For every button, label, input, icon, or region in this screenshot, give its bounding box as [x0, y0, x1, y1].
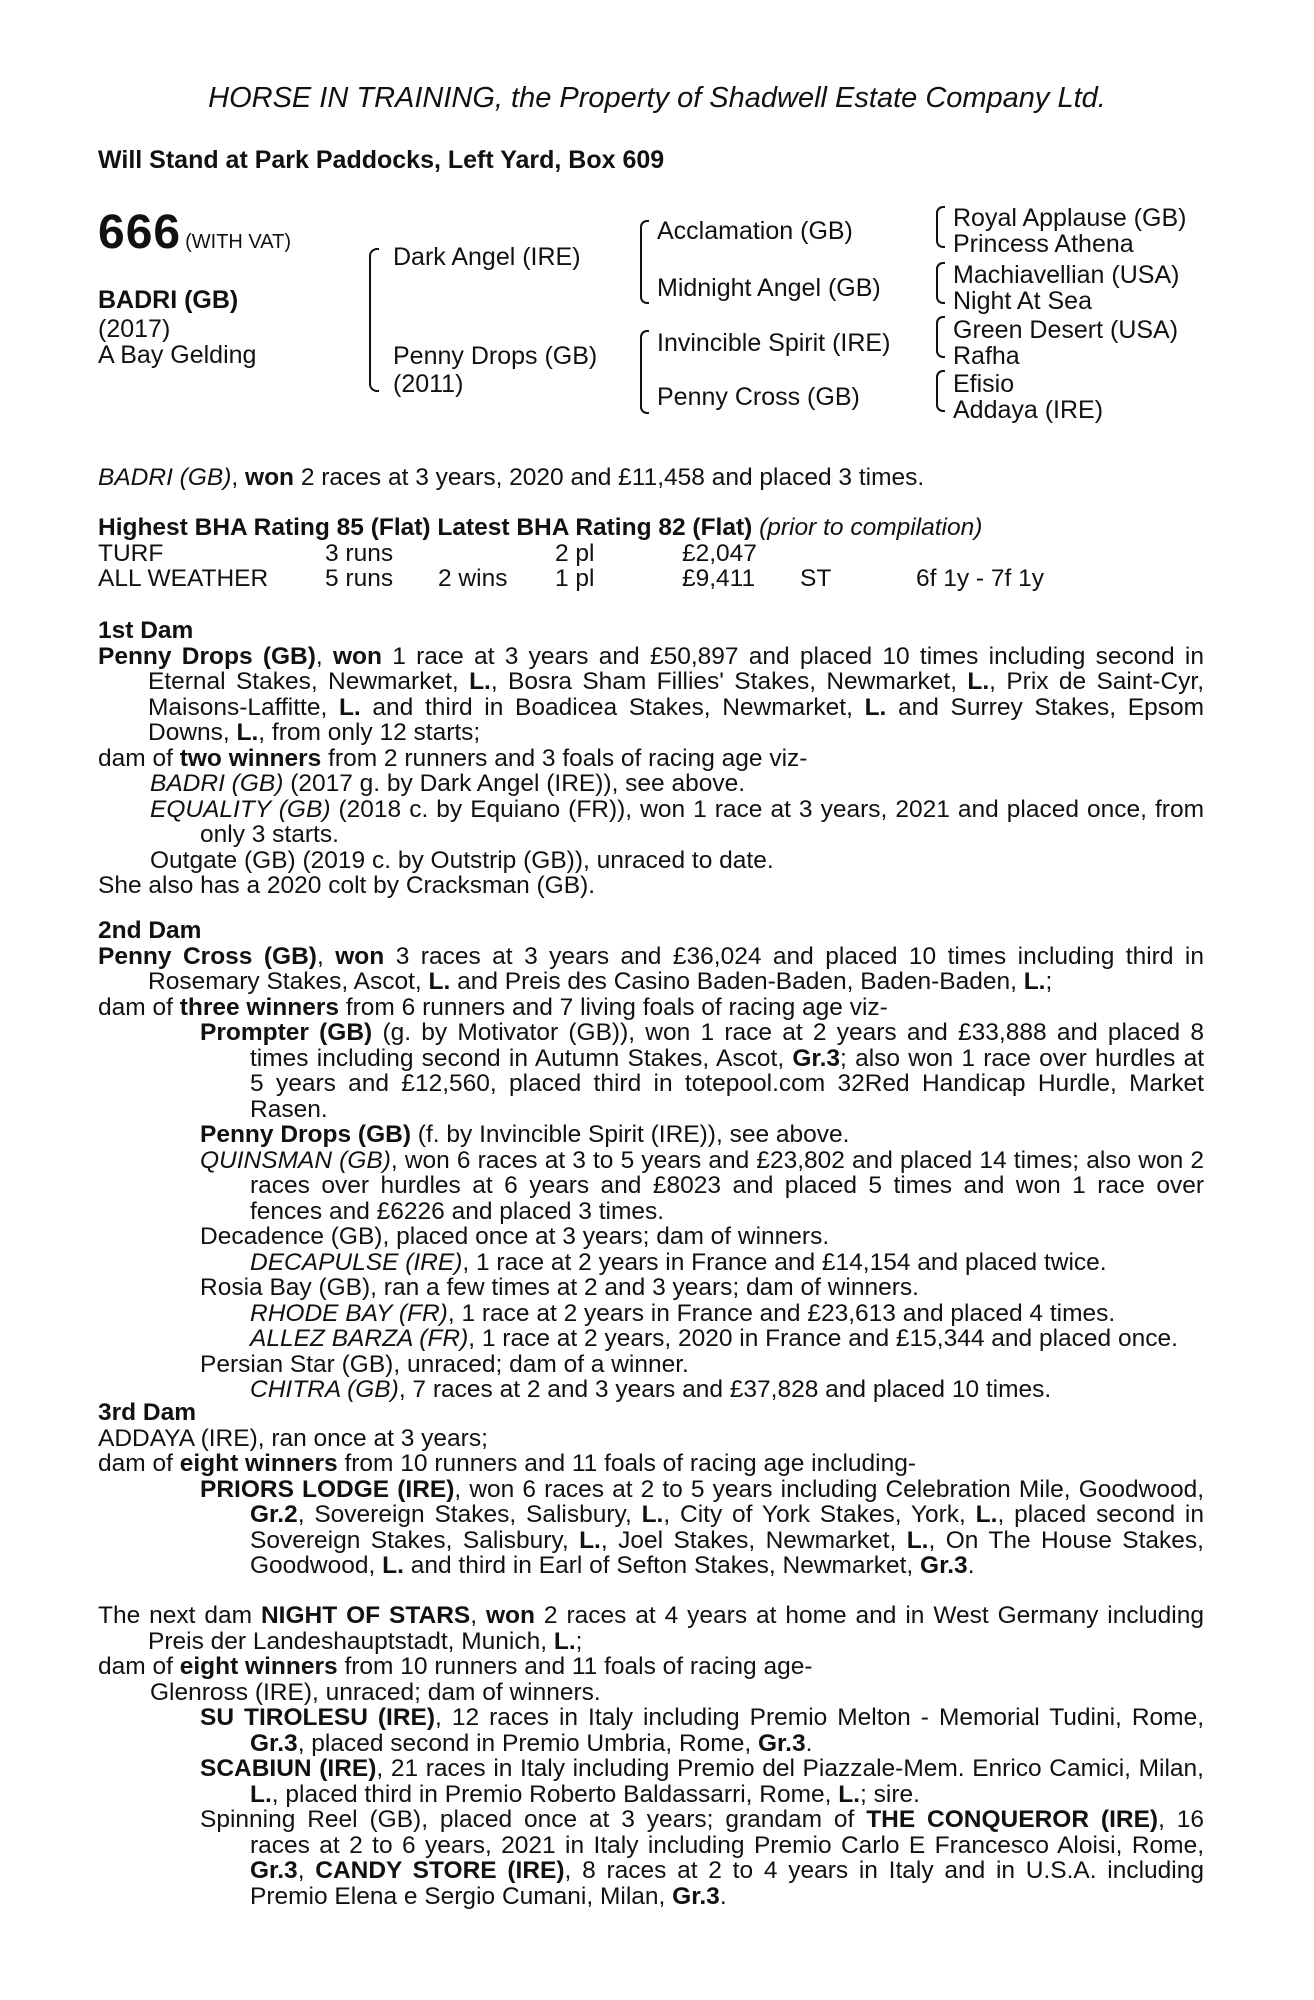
- progeny-text: (f. by Invincible Spirit (IRE)), see above.: [411, 1121, 850, 1148]
- progeny-penny-drops: [98, 1122, 1204, 1148]
- first-dam-text: , Prix de Saint-Cyr, Maisons-Laffitte,: [148, 668, 1205, 721]
- damof-text: from 10 runners and 11 foals of racing age-: [337, 1653, 813, 1680]
- progeny-priors-lodge: [98, 1477, 1204, 1579]
- pedigree-sdd: Night At Sea: [953, 287, 1092, 315]
- race-summary-block: [98, 465, 1204, 491]
- listed-mark: L.: [428, 968, 451, 995]
- pedigree-brace-dd: [936, 370, 945, 412]
- winners-count: eight winners: [179, 1450, 338, 1477]
- next-dam-text: 2 races at 4 years at home and in West Germany including Preis der Landeshauptstadt, Munich,: [148, 1602, 1204, 1655]
- next-dam-text: The next dam: [98, 1602, 261, 1629]
- stand-location: Will Stand at Park Paddocks, Left Yard, Box 609: [98, 146, 665, 174]
- pedigree-sds: Machiavellian (USA): [953, 261, 1180, 289]
- aw-distance: 6f 1y - 7f 1y: [916, 565, 1045, 592]
- progeny-text: and third in Earl of Sefton Stakes, Newmarket,: [403, 1552, 921, 1579]
- damof-text: dam of: [98, 1450, 180, 1477]
- grandprogeny-decapulse: [98, 1250, 1204, 1276]
- progeny-name: ALLEZ BARZA (FR): [250, 1325, 469, 1352]
- first-dam-text: , Bosra Sham Fillies' Stakes, Newmarket,: [490, 668, 968, 695]
- progeny-name: SCABIUN (IRE): [200, 1755, 377, 1782]
- turf-money: £2,047: [682, 539, 757, 567]
- listed-mark: L.: [967, 668, 990, 695]
- pedigree-brace-gen1: [369, 248, 379, 392]
- next-dam-won: won: [485, 1602, 535, 1629]
- lot-number-value: 666: [98, 206, 182, 259]
- group-mark: Gr.3: [920, 1552, 968, 1579]
- grandprogeny-allez-barza: [98, 1326, 1204, 1352]
- grandprogeny-su-tirolesu: [98, 1705, 1204, 1756]
- progeny-name: BADRI (GB): [150, 770, 284, 797]
- progeny-text: ; also won 1 race over hurdles at 5 years and £12,560, placed third in totepool.com 32Red Handicap Hurdle, Market Rasen.: [250, 1044, 1204, 1123]
- damof-text: from 2 runners and 3 foals of racing age viz-: [321, 744, 808, 772]
- group-mark: Gr.3: [792, 1044, 841, 1072]
- second-dam-record: Penny Cross (GB), won 3 races at 3 years and £36,024 and placed 10 times including third in Rosemary Stakes, Ascot, L. and Preis des Casino Baden-Baden, Baden-Baden, L.;: [98, 942, 1204, 995]
- bha-rating-text: Highest BHA Rating 85 (Flat) Latest BHA Rating 82 (Flat): [98, 514, 753, 541]
- progeny-text: , Joel Stakes, Newmarket,: [600, 1526, 907, 1554]
- pedigree-brace-ss: [936, 206, 945, 248]
- pedigree-dss: Green Desert (USA): [953, 316, 1179, 344]
- listed-mark: L.: [553, 1627, 576, 1655]
- first-dam-produce-summary: [98, 746, 1204, 772]
- progeny-name: QUINSMAN (GB): [200, 1146, 391, 1174]
- third-dam-record: ADDAYA (IRE), ran once at 3 years;: [98, 1424, 488, 1452]
- first-dam-section: [98, 618, 1204, 899]
- pedigree-ssd: Princess Athena: [953, 230, 1134, 258]
- aw-surface: ALL WEATHER: [98, 565, 269, 592]
- next-dam-produce-summary: [98, 1654, 1204, 1680]
- progeny-text: .: [967, 1552, 975, 1579]
- group-mark: Gr.3: [757, 1729, 806, 1757]
- third-dam-produce-summary: [98, 1451, 1204, 1477]
- progeny-text: , On The House Stakes, Goodwood,: [250, 1526, 1204, 1579]
- group-mark: Gr.2: [250, 1501, 298, 1528]
- group-mark: Gr.3: [250, 1857, 298, 1884]
- second-dam-won: won: [335, 942, 385, 970]
- turf-surface: TURF: [98, 539, 164, 567]
- pedigree-brace-dam: [640, 330, 649, 414]
- progeny-prompter: [98, 1020, 1204, 1122]
- progeny-name: SU TIROLESU (IRE): [200, 1704, 436, 1731]
- progeny-name: PRIORS LODGE (IRE): [200, 1475, 455, 1503]
- second-dam-text: and Preis des Casino Baden-Baden, Baden-Baden,: [450, 968, 1024, 995]
- next-dam-name: NIGHT OF STARS: [260, 1602, 471, 1629]
- pedigree-sd: Midnight Angel (GB): [657, 274, 881, 302]
- listed-mark: L.: [579, 1526, 601, 1554]
- progeny-text: Spinning Reel (GB), placed once at 3 years; grandam of: [200, 1806, 867, 1833]
- listed-mark: L.: [641, 1501, 664, 1528]
- listed-mark: L.: [469, 668, 491, 695]
- progeny-text: , 7 races at 2 and 3 years and £37,828 and placed 10 times.: [398, 1376, 1052, 1403]
- progeny-text: , City of York Stakes, York,: [663, 1501, 976, 1528]
- progeny-name: RHODE BAY (FR): [250, 1299, 448, 1327]
- winners-count: eight winners: [179, 1653, 338, 1680]
- progeny-text: , Sovereign Stakes, Salisbury,: [297, 1501, 642, 1528]
- summary-text: 2 races at 3 years, 2020 and £11,458 and placed 3 times.: [294, 464, 925, 491]
- listed-mark: L.: [338, 693, 361, 721]
- second-dam-section: [98, 918, 1204, 1403]
- winners-count: two winners: [179, 744, 322, 772]
- next-dam-text: ;: [575, 1627, 583, 1655]
- progeny-text: , placed third in Premio Roberto Baldassarri, Rome,: [271, 1780, 839, 1808]
- summary-horse-name: BADRI (GB): [98, 464, 232, 491]
- horse-year: (2017): [98, 315, 171, 343]
- summary-won: won: [245, 464, 295, 491]
- second-dam-produce-summary: [98, 995, 1204, 1021]
- first-dam-text: and Surrey Stakes, Epsom Downs,: [148, 693, 1204, 746]
- progeny-text: (2018 c. by Equiano (FR)), won 1 race at 3 years, 2021 and placed once, from only 3 starts.: [200, 795, 1204, 848]
- grandprogeny-scabiun: [98, 1756, 1204, 1807]
- progeny-name: Prompter (GB): [200, 1019, 373, 1046]
- listed-mark: L.: [864, 693, 887, 721]
- turf-runs: 3 runs: [325, 539, 394, 567]
- first-dam-name: Penny Drops (GB): [98, 642, 316, 670]
- listed-mark: L.: [975, 1501, 998, 1528]
- turf-placed: 2 pl: [555, 539, 595, 567]
- pedigree-brace-sd: [936, 262, 945, 304]
- progeny-text: .: [805, 1729, 813, 1757]
- progeny-name: CANDY STORE (IRE): [315, 1857, 565, 1884]
- aw-code: ST: [800, 565, 832, 592]
- progeny-name: CHITRA (GB): [250, 1376, 399, 1403]
- pedigree-dds: Efisio: [953, 370, 1015, 398]
- progeny-text: ; sire.: [860, 1780, 920, 1808]
- pedigree-dam-year: (2011): [393, 370, 464, 398]
- horse-description: A Bay Gelding: [98, 341, 257, 369]
- first-dam-text: and third in Boadicea Stakes, Newmarket,: [360, 693, 865, 721]
- pedigree-ds: Invincible Spirit (IRE): [657, 329, 891, 357]
- bha-rating: [98, 515, 1204, 541]
- progeny-text: , 8 races at 2 to 4 years in Italy and in U.S.A. including Premio Elena e Sergio Cumani, Milan,: [250, 1857, 1205, 1910]
- aw-wins: 2 wins: [438, 565, 508, 592]
- next-dam-record: The next dam NIGHT OF STARS, won 2 races at 4 years at home and in West Germany including Preis der Landeshauptstadt, Munich, L.;: [98, 1602, 1204, 1655]
- next-dam-section: [98, 1603, 1204, 1909]
- pedigree-dsd: Rafha: [953, 342, 1020, 370]
- grandprogeny-spinning-reel: [98, 1807, 1204, 1909]
- vat-label: (WITH VAT): [185, 231, 291, 253]
- pedigree-sss: Royal Applause (GB): [953, 204, 1187, 232]
- third-dam-heading: 3rd Dam: [98, 1399, 197, 1426]
- progeny-text: , won 6 races at 2 to 5 years including Celebration Mile, Goodwood,: [454, 1475, 1205, 1503]
- second-dam-text: ;: [1045, 968, 1053, 995]
- pedigree-ss: Acclamation (GB): [657, 217, 853, 245]
- damof-text: from 10 runners and 11 foals of racing age including-: [337, 1450, 916, 1477]
- bha-rating-note: (prior to compilation): [759, 514, 983, 541]
- record-turf: [98, 541, 1204, 567]
- progeny-decadence: Decadence (GB), placed once at 3 years; dam of winners.: [200, 1223, 830, 1250]
- damof-text: dam of: [98, 744, 180, 772]
- listed-mark: L.: [236, 719, 259, 746]
- progeny-text: , 21 races in Italy including Premio del Piazzale-Mem. Enrico Camici, Milan,: [376, 1755, 1204, 1782]
- third-dam-section: [98, 1400, 1204, 1579]
- progeny-text: , placed second in Premio Umbria, Rome,: [297, 1729, 758, 1757]
- progeny-outgate: Outgate (GB) (2019 c. by Outstrip (GB)), unraced to date.: [150, 846, 774, 874]
- pedigree-ddd: Addaya (IRE): [953, 396, 1104, 424]
- damof-text: dam of: [98, 1653, 180, 1680]
- progeny-text: , 12 races in Italy including Premio Melton - Memorial Tudini, Rome,: [435, 1704, 1205, 1731]
- grandprogeny-rhode-bay: [98, 1301, 1204, 1327]
- first-dam-also: She also has a 2020 colt by Cracksman (GB).: [98, 872, 596, 899]
- listed-mark: L.: [838, 1780, 861, 1808]
- progeny-text: , 1 race at 2 years in France and £14,154 and placed twice.: [462, 1248, 1107, 1276]
- progeny-glenross: Glenross (IRE), unraced; dam of winners.: [150, 1678, 601, 1706]
- progeny-text: , 1 race at 2 years, 2020 in France and £15,344 and placed once.: [468, 1325, 1178, 1352]
- aw-runs: 5 runs: [325, 565, 394, 592]
- progeny-quinsman: [98, 1148, 1204, 1225]
- second-dam-heading: 2nd Dam: [98, 917, 202, 944]
- second-dam-name: Penny Cross (GB): [98, 942, 317, 970]
- record-all-weather: [98, 566, 1204, 592]
- first-dam-text: 1 race at 3 years and £50,897 and placed 10 times including second in Eternal Stakes, Newmarket,: [148, 642, 1204, 695]
- pedigree-sire: Dark Angel (IRE): [393, 243, 581, 271]
- second-dam-text: 3 races at 3 years and £36,024 and placed 10 times including third in Rosemary Stakes, Ascot,: [148, 942, 1204, 995]
- damof-text: from 6 runners and 7 living foals of racing age viz-: [339, 993, 888, 1021]
- first-dam-heading: 1st Dam: [98, 617, 194, 644]
- rating-block: [98, 515, 1204, 592]
- progeny-equality: [98, 797, 1204, 848]
- listed-mark: L.: [382, 1552, 404, 1579]
- pedigree-dd: Penny Cross (GB): [657, 383, 860, 411]
- damof-text: dam of: [98, 993, 180, 1021]
- page-title: HORSE IN TRAINING, the Property of Shadwell Estate Company Ltd.: [208, 82, 1106, 114]
- group-mark: Gr.3: [672, 1882, 720, 1910]
- listed-mark: L.: [906, 1526, 929, 1554]
- progeny-text: , placed second in Sovereign Stakes, Salisbury,: [250, 1501, 1204, 1554]
- progeny-text: , 16 races at 2 to 6 years, 2021 in Italy including Premio Carlo E Francesco Aloisi, Rome,: [250, 1806, 1204, 1859]
- lot-number: [98, 205, 291, 260]
- progeny-name: THE CONQUEROR (IRE): [866, 1806, 1159, 1833]
- winners-count: three winners: [179, 993, 340, 1021]
- progeny-text: , won 6 races at 3 to 5 years and £23,802 and placed 14 times; also won 2 races over hurdles at 6 years and £8023 and placed 5 times and won 1 race over fences and £6226 and placed 3 times.: [250, 1146, 1205, 1225]
- progeny-name: EQUALITY (GB): [150, 795, 331, 823]
- progeny-text: (2017 g. by Dark Angel (IRE)), see above.: [283, 770, 746, 797]
- pedigree-brace-sire: [640, 220, 649, 304]
- first-dam-won: won: [332, 642, 382, 670]
- horse-name: BADRI (GB): [98, 286, 239, 314]
- pedigree-brace-ds: [936, 316, 945, 358]
- listed-mark: L.: [1023, 968, 1046, 995]
- aw-placed: 1 pl: [555, 565, 595, 592]
- progeny-text: , 1 race at 2 years in France and £23,613 and placed 4 times.: [447, 1299, 1116, 1327]
- aw-money: £9,411: [682, 565, 756, 592]
- progeny-badri: [98, 771, 1204, 797]
- race-summary: BADRI (GB), won 2 races at 3 years, 2020 and £11,458 and placed 3 times.: [98, 464, 925, 491]
- progeny-rosia-bay: Rosia Bay (GB), ran a few times at 2 and 3 years; dam of winners.: [200, 1274, 919, 1301]
- group-mark: Gr.3: [250, 1729, 298, 1757]
- grandprogeny-chitra: [98, 1377, 1204, 1403]
- progeny-persian-star: Persian Star (GB), unraced; dam of a winner.: [200, 1350, 689, 1378]
- progeny-name: Penny Drops (GB): [200, 1121, 411, 1148]
- first-dam-record: Penny Drops (GB), won 1 race at 3 years and £50,897 and placed 10 times including second in Eternal Stakes, Newmarket, L., Bosra Sham Fillies' Stakes, Newmarket, L., Prix de Saint-Cyr, Maisons-Laffitte, L. and third in Boadicea Stakes, Newmarket, L. and Surrey Stakes, Epsom Downs, L., from only 12 starts;: [98, 642, 1205, 746]
- listed-mark: L.: [250, 1780, 272, 1808]
- progeny-text: ,: [297, 1857, 316, 1884]
- progeny-text: (g. by Motivator (GB)), won 1 race at 2 years and £33,888 and placed 8 times including second in Autumn Stakes, Ascot,: [250, 1019, 1204, 1072]
- progeny-text: .: [719, 1882, 727, 1910]
- progeny-name: DECAPULSE (IRE): [250, 1248, 463, 1276]
- pedigree-dam: Penny Drops (GB): [393, 342, 598, 370]
- first-dam-text: , from only 12 starts;: [258, 719, 481, 746]
